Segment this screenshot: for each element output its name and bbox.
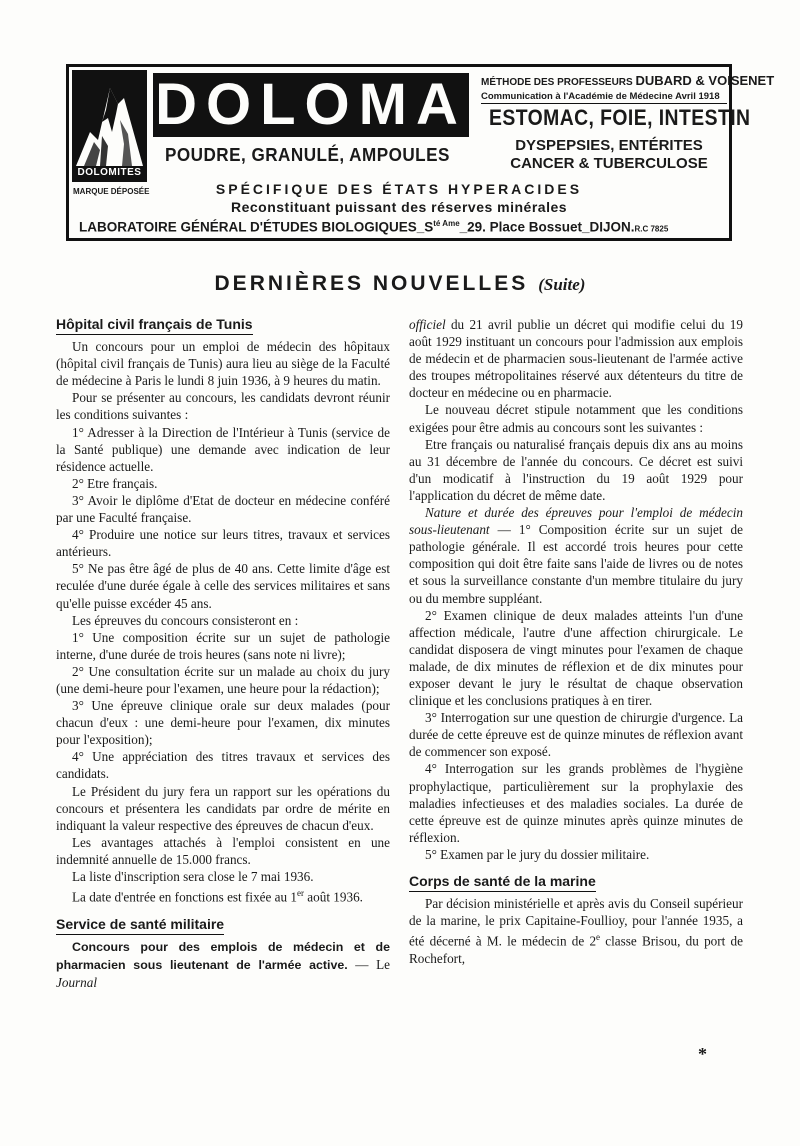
military-dash: — Le [347,956,390,972]
method-line [481,73,775,88]
right-column [409,316,743,967]
paragraph: 2° Etre français. [72,475,158,491]
start-date-sup: er [297,888,304,899]
nature-title: Nature et durée des épreuves pour l'emploi de médecin sous-lieutenant [409,505,743,538]
paragraph: 4° Une appréciation des titres travaux et services des candidats. [56,749,390,782]
paragraph: 2° Une consultation écrite sur un malade au choix du jury (une demi-heure pour l'examen, une heure pour la rédaction); [56,663,390,696]
paragraph: La liste d'inscription sera close le 7 mai 1936. [72,869,314,884]
brand-name: DOLOMA [153,73,469,137]
diseases-line-1: DYSPEPSIES, ENTÉRITES [515,137,703,154]
paragraph: 5° Ne pas être âgé de plus de 40 ans. Cette limite d'âge est reculée d'une durée égale à celle des services militaires et sans qu'elle puisse excéder 45 ans. [56,561,390,611]
laboratory-sup: té A [433,219,449,228]
method-names: DUBARD & VOISENET [635,73,775,88]
laboratory-sup-2: me [448,219,460,228]
product-forms: POUDRE, GRANULÉ, AMPOULES [165,145,450,165]
nature-text: — 1° Composition écrite sur un sujet de pathologie générale. Il est accordé trois heures pour cette composition qui doit être faite sans l'aide de livres ou de notes et sous la surveillance constante d'un membre titulaire du jury ou du membre suppléant. [409,522,743,606]
paragraph: 3° Interrogation sur une question de chirurgie d'urgence. La durée de cette épreuve est de quinze minutes de réflexion avant de commencer son exposé. [409,710,743,760]
start-date-text: La date d'entrée en fonctions est fixée au 1 [72,889,297,905]
diseases-block [487,137,731,173]
paragraph-start-date [56,885,390,905]
paragraph: Les épreuves du concours consisteront en : [72,612,299,628]
logo-label: DOLOMITES [77,167,142,178]
marine-text: Par décision ministérielle et après avis du Conseil supérieur de la marine, le prix Capitaine-Foullioy, pour l'année 1935, a été décerné à M. le médecin de 2 [409,896,743,949]
doloma-advertisement [66,64,775,241]
diseases-line-2: CANCER & TUBERCULOSE [510,155,708,172]
method-prefix: MÉTHODE DES PROFESSEURS [481,77,633,88]
paragraph: 3° Une épreuve clinique orale sur deux malades (pour chacun d'eux : une demi-heure pour l'examen, dix minutes pour l'exposition); [56,698,390,748]
mountain-logo [72,70,147,182]
decree-text: du 21 avril publie un décret qui modifie celui du 19 août 1929 instituant un concours pour l'admission aux emplois de médecin et de pharmacien sous-lieutenant de l'armée active des troupes métropolitaines réservé aux détenteurs du titre de docteur en médecine ou en pharmacie. [409,317,743,401]
section-title-tunis: Hôpital civil français de Tunis [56,316,253,335]
paragraph-decree [409,316,743,401]
communication-line: Communication à l'Académie de Médecine Avril 1918 [481,91,727,104]
laboratory-address: _29. Place Bossuet_DIJON. [459,219,635,235]
military-lead: Concours pour des emplois de médecin et de pharmacien sous lieutenant de l'armée active. [56,939,390,972]
paragraph: Pour se présenter au concours, les candidats devront réunir les conditions suivantes : [56,390,390,423]
paragraph-military [56,938,390,991]
page-title-text: DERNIÈRES NOUVELLES [214,272,529,295]
paragraph-marine [409,895,743,967]
marine-sup: e [596,932,601,943]
specific-line: SPÉCIFIQUE DES ÉTATS HYPERACIDES [215,181,583,197]
paragraph: 3° Avoir le diplôme d'Etat de docteur en médecine conféré par une Faculté française. [56,492,390,526]
page-title [0,272,800,296]
paragraph: 1° Adresser à la Direction de l'Intérieur à Tunis (service de la Santé publique) une demande avec indication de leur résidence actuelle. [56,424,390,474]
laboratory-line [79,219,727,235]
footer-mark: * [698,1044,707,1064]
paragraph: 1° Une composition écrite sur un sujet de pathologie interne, d'une durée de trois heures (sans note ni livre); [56,629,390,662]
paragraph: 4° Interrogation sur les grands problèmes de l'hygiène prophylactique, particulièrement sur la prophylaxie des maladies infectieuses et des maladies sociales. La durée de cette épreuve est de quinze minutes après quinze minutes de réflexion. [409,761,743,845]
paragraph: Etre français ou naturalisé français depuis dix ans au moins au 31 décembre de l'année du concours. Ce décret est suivi d'un modicatif à l'instruction du 19 août 1929 pour l'application du décret de même date. [409,436,743,503]
paragraph-nature [409,504,743,607]
organs-line: ESTOMAC, FOIE, INTESTIN [489,105,751,130]
military-journal: Journal [56,974,98,990]
paragraph: Le nouveau décret stipule notamment que les conditions exigées pour être admis au concours sont les suivantes : [409,402,743,435]
page-title-suite: (Suite) [538,275,586,294]
paragraph: Un concours pour un emploi de médecin des hôpitaux (hôpital civil français de Tunis) aura lieu au siège de la Faculté de médecine à Paris le lundi 8 juin 1936, à 9 heures du matin. [56,339,390,389]
laboratory-name: LABORATOIRE GÉNÉRAL D'ÉTUDES BIOLOGIQUES_S [79,219,434,235]
marine-text-end: classe Brisou, du port de Rochefort, [409,933,743,966]
trademark-note: MARQUE DÉPOSÉE [73,187,150,196]
reconstituant-line: Reconstituant puissant des réserves minérales [230,199,568,215]
paragraph: 2° Examen clinique de deux malades atteints l'un d'une affection médicale, l'autre d'une affection chirurgicale. Le candidat disposera de vingt minutes pour l'examen de chaque malade, de dix minutes de réflexion et de dix minutes pour exposer devant le jury le résultat de chaque observation clinique et les conclusions pratiques à en tirer. [409,607,743,709]
paragraph: Le Président du jury fera un rapport sur les opérations du concours et présentera les candidats par ordre de mérite en indiquant la valeur respective des épreuves de chacun d'eux. [56,783,390,833]
decree-officiel: officiel [409,317,446,332]
mountain-icon [72,70,147,182]
paragraph: 5° Examen par le jury du dossier militaire. [425,846,650,862]
rc-number: R.C 7825 [634,224,669,234]
section-title-marine: Corps de santé de la marine [409,873,596,892]
paragraph: 4° Produire une notice sur leurs titres, travaux et services antérieurs. [56,527,390,560]
start-date-text-end: août 1936. [304,889,363,905]
left-column [56,316,390,991]
paragraph: Les avantages attachés à l'emploi consistent en une indemnité annuelle de 15.000 francs. [56,834,390,867]
section-title-military: Service de santé militaire [56,916,224,935]
